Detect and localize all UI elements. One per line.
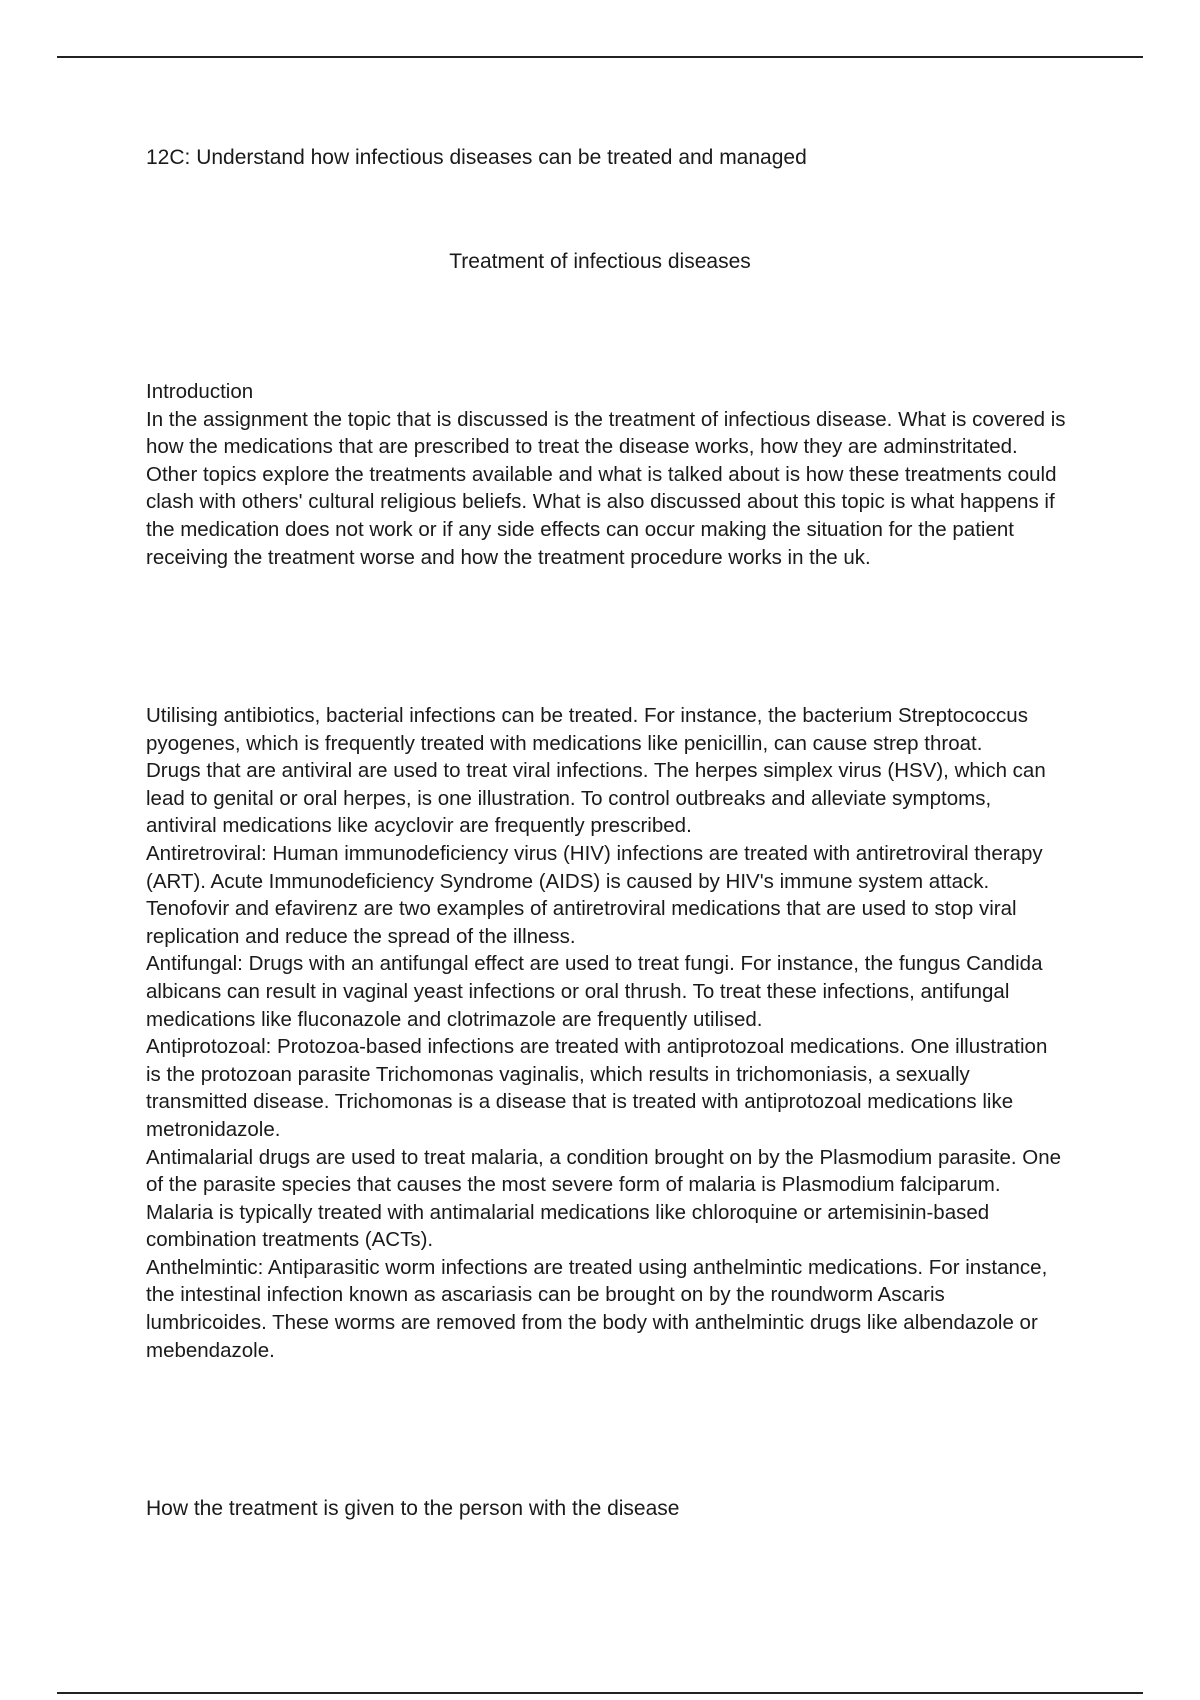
introduction-paragraph: In the assignment the topic that is discussed is the treatment of infectious disease. What is covered is how the medications that are prescribed to treat the disease works, how they are adminstritated. Other topics explore the treatments available and what is talked about is how these treatments could clash with others' cultural religious beliefs. What is also discussed about this topic is what happens if the medication does not work or if any side effects can occur making the situation for the patient receiving the treatment worse and how the treatment procedure works in the uk.	[146, 407, 1066, 569]
antimalarial-paragraph: Antimalarial drugs are used to treat malaria, a condition brought on by the Plasmodium parasite. One of the parasite species that causes the most severe form of malaria is Plasmodium falciparum. Malaria is typically treated with antimalarial medications like chloroquine or artemisinin-based combination treatments (ACTs).	[146, 1145, 1062, 1252]
introduction-section	[146, 378, 1066, 571]
document-title: Treatment of infectious diseases	[449, 250, 751, 273]
antiretroviral-paragraph: Antiretroviral: Human immunodeficiency virus (HIV) infections are treated with antiretroviral therapy (ART). Acute Immunodeficiency Syndrome (AIDS) is caused by HIV's immune system attack. Tenofovir and efavirenz are two examples of antiretroviral medications that are used to stop viral replication and reduce the spread of the illness.	[146, 841, 1043, 948]
bottom-rule	[57, 1692, 1143, 1694]
treatments-section	[146, 702, 1066, 1364]
antiviral-paragraph: Drugs that are antiviral are used to treat viral infections. The herpes simplex virus (HSV), which can lead to genital or oral herpes, is one illustration. To control outbreaks and alleviate symptoms, antiviral medications like acyclovir are frequently prescribed.	[146, 759, 1046, 838]
antibiotics-paragraph: Utilising antibiotics, bacterial infections can be treated. For instance, the bacterium Streptococcus pyogenes, which is frequently treated with medications like penicillin, can cause strep throat.	[146, 704, 1028, 755]
treatment-administration-heading: How the treatment is given to the person with the disease	[146, 1497, 680, 1520]
introduction-heading: Introduction	[146, 380, 254, 403]
assignment-title: 12C: Understand how infectious diseases can be treated and managed	[146, 146, 807, 169]
top-rule	[57, 56, 1143, 58]
antifungal-paragraph: Antifungal: Drugs with an antifungal effect are used to treat fungi. For instance, the fungus Candida albicans can result in vaginal yeast infections or oral thrush. To treat these infections, antifungal medications like fluconazole and clotrimazole are frequently utilised.	[146, 952, 1043, 1031]
antiprotozoal-paragraph: Antiprotozoal: Protozoa-based infections are treated with antiprotozoal medications. One illustration is the protozoan parasite Trichomonas vaginalis, which results in trichomoniasis, a sexually transmitted disease. Trichomonas is a disease that is treated with antiprotozoal medications like metronidazole.	[146, 1035, 1048, 1141]
anthelmintic-paragraph: Anthelmintic: Antiparasitic worm infections are treated using anthelmintic medications. For instance, the intestinal infection known as ascariasis can be brought on by the roundworm Ascaris lumbricoides. These worms are removed from the body with anthelmintic drugs like albendazole or mebendazole.	[146, 1255, 1048, 1362]
